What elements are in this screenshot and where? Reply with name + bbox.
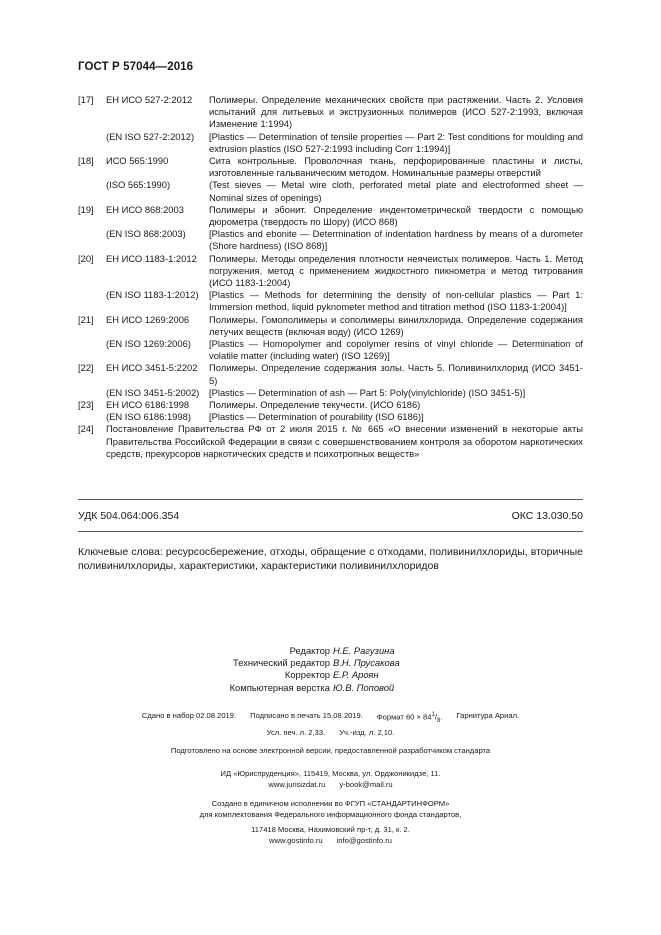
entry-number	[78, 289, 106, 313]
entry-description: [Plastics — Determination of pourability (ISO 6186)]	[209, 411, 424, 423]
entry-number	[78, 179, 106, 203]
entry-standard: (EN ISO 6186:1998)	[106, 411, 191, 423]
entry-description: Полимеры и эбонит. Определение индентометрической твердости с помощью дюрометра (твердость по Шору) (ИСО 868)	[209, 203, 583, 228]
bibliography-entry	[78, 228, 583, 252]
created-address: 117418 Москва, Нахимовский пр-т, д. 31, к. 2.	[251, 825, 410, 835]
entry-number: [21]	[78, 313, 94, 325]
bibliography-entry	[78, 204, 583, 228]
udk-code: УДК 504.064:006.354	[78, 510, 180, 522]
section-divider	[78, 499, 583, 500]
entry-number	[78, 131, 106, 155]
entry-description: [Plastics — Determination of tensile properties — Part 2: Test conditions for moulding and extrusion plastics (ISO 527-2:1993 including Corr 1:1994)]	[209, 130, 583, 154]
entry-description: [Plastics — Methods for determining the density of non-cellular plastics — Part 1: Immersion method, liquid pyknometer method and titration method (ISO 1183-1:2004)]	[209, 289, 583, 313]
entry-description: Сита контрольные. Проволочная ткань, перфорированные пластины и листы, изготовленные гальваническим методом. Номинальные размеры отверстий	[209, 155, 583, 179]
entry-standard: ЕН ИСО 6186:1998	[106, 399, 190, 411]
entry-standard: (EN ISO 527-2:2012)	[106, 130, 195, 142]
sheets-row: Усл. печ. л. 2,33. Уч.-изд. л. 2,10.	[266, 728, 395, 738]
prepared-note: Подготовлено на основе электронной версии, предоставленной разработчиком стандарта	[170, 746, 491, 756]
created-note: Создано в единичном исполнении во ФГУП «СТАНДАРТИНФОРМ»	[211, 799, 450, 809]
entry-description: Полимеры. Определение текучести. (ИСО 6186)	[209, 399, 421, 411]
gostinfo-email-link[interactable]: info@gostinfo.ru	[336, 836, 393, 846]
entry-number	[78, 228, 106, 252]
publisher-email-link[interactable]: y-book@mail.ru	[339, 780, 393, 790]
bibliography-entry	[78, 289, 583, 313]
entry-number: [24]	[78, 423, 94, 435]
bibliography-entry	[78, 179, 583, 203]
entry-standard: ЕН ИСО 3451-5:2202	[106, 362, 198, 374]
bibliography-entry	[78, 94, 583, 131]
entry-number: [18]	[78, 155, 94, 167]
created-contacts	[0, 835, 661, 846]
entry-description: Полимеры. Методы определения плотности неячеистых полимеров. Часть 1. Метод погружения, метод с применением жидкостного пикнометра и метод титрования (ИСО 1183-1:2004)	[209, 252, 583, 289]
entry-number: [17]	[78, 94, 94, 105]
bibliography-entry	[78, 411, 583, 423]
section-divider	[78, 531, 583, 532]
gostinfo-site-link[interactable]: www.gostinfo.ru	[268, 836, 323, 846]
keywords: Ключевые слова: ресурсосбережение, отходы, обращение с отходами, поливинилхлориды, вторичные поливинилхлориды, характеристики, характеристики поливинилхлоридов	[78, 546, 583, 572]
publisher-site-link[interactable]: www.jurisizdat.ru	[268, 780, 326, 790]
bibliography-list	[78, 94, 583, 460]
entry-standard: ЕН ИСО 1269:2006	[106, 313, 190, 325]
entry-standard: (EN ISO 1269:2006)	[106, 338, 191, 350]
entry-description: [Plastics — Homopolymer and copolymer resins of vinyl chloride — Determination of volatile matter (including water) (ISO 1269)]	[209, 338, 583, 362]
entry-standard: ЕН ИСО 868:2003	[106, 203, 184, 215]
created-note-2: для комплектования Федерального информационного фонда стандартов,	[199, 810, 462, 820]
editor-row: Редактор Н.Е. Рагузина	[289, 645, 395, 656]
entry-standard: (EN ISO 868:2003)	[106, 228, 186, 240]
entry-description: Полимеры. Определение механических свойств при растяжении. Часть 2. Условия испытаний для литьевых и экструзионных полимеров (ИСО 527-2:1993, включая Изменение 1:1994)	[209, 94, 583, 130]
entry-standard: (ISO 565:1990)	[106, 179, 171, 191]
entry-standard: ЕН ИСО 527-2:2012	[106, 94, 193, 105]
entry-standard: (EN ISO 3451-5:2002)	[106, 386, 200, 398]
document-header: ГОСТ Р 57044—2016	[78, 61, 194, 73]
bibliography-entry	[78, 314, 583, 338]
publisher-address: ИД «Юриспруденция», 115419, Москва, ул. Орджоникидзе, 11.	[220, 769, 441, 779]
entry-number: [20]	[78, 252, 94, 264]
editor-row: Корректор Е.Р. Ароян	[284, 669, 379, 681]
oks-code: ОКС 13.030.50	[511, 510, 583, 522]
bibliography-entry	[78, 253, 583, 290]
entry-description: (Test sieves — Metal wire cloth, perforated metal plate and electroformed sheet — Nominal sizes of openings)	[209, 179, 583, 203]
print-details-row: Сдано в набор 02.08.2019. Подписано в печать 15.08.2019. Формат $60 \times 84^1/_8$. Гарнитура Ариал.	[141, 711, 520, 725]
entry-standard: ЕН ИСО 1183-1:2012	[106, 252, 197, 264]
editors-block	[0, 645, 661, 694]
entry-description: [Plastics — Determination of ash — Part 5: Poly(vinylchloride) (ISO 3451-5)]	[209, 386, 526, 398]
entry-standard: (EN ISO 1183-1:2012)	[106, 289, 199, 301]
bibliography-entry	[78, 155, 583, 179]
entry-number	[78, 338, 106, 362]
bibliography-entry	[78, 131, 583, 155]
bibliography-entry-24	[78, 423, 583, 460]
entry-number: [22]	[78, 362, 94, 374]
entry-standard: ИСО 565:1990	[106, 155, 169, 167]
classification-row	[78, 510, 583, 522]
imprint-block	[0, 710, 661, 846]
bibliography-entry	[78, 387, 583, 399]
entry-description: [Plastics and ebonite — Determination of indentation hardness by means of a durometer (Shore hardness) (ISO 868)]	[209, 228, 583, 252]
bibliography-entry	[78, 362, 583, 386]
entry-number	[78, 387, 106, 399]
bibliography-entry	[78, 399, 583, 411]
entry-number: [23]	[78, 399, 94, 411]
publisher-contacts	[0, 779, 661, 790]
entry-text: Постановление Правительства РФ от 2 июля 2015 г. № 665 «О внесении изменений в некоторые акты Правительства Российской Федерации в связи с совершенствованием контроля за оборотом наркотических средств, прекурсоров наркотических средств и психотропных веществ»	[106, 423, 583, 459]
editor-row: Технический редактор В.Н. Прусакова	[232, 657, 400, 669]
entry-number	[78, 411, 106, 423]
entry-number: [19]	[78, 203, 94, 215]
bibliography-entry	[78, 338, 583, 362]
entry-description: Полимеры. Гомополимеры и сополимеры винилхлорида. Определение содержания летучих веществ (включая воду) (ИСО 1269)	[209, 313, 583, 337]
entry-description: Полимеры. Определение содержания золы. Часть 5. Поливинилхлорид (ИСО 3451-5)	[209, 362, 583, 386]
editor-row: Компьютерная верстка Ю.В. Поповой	[229, 681, 395, 693]
